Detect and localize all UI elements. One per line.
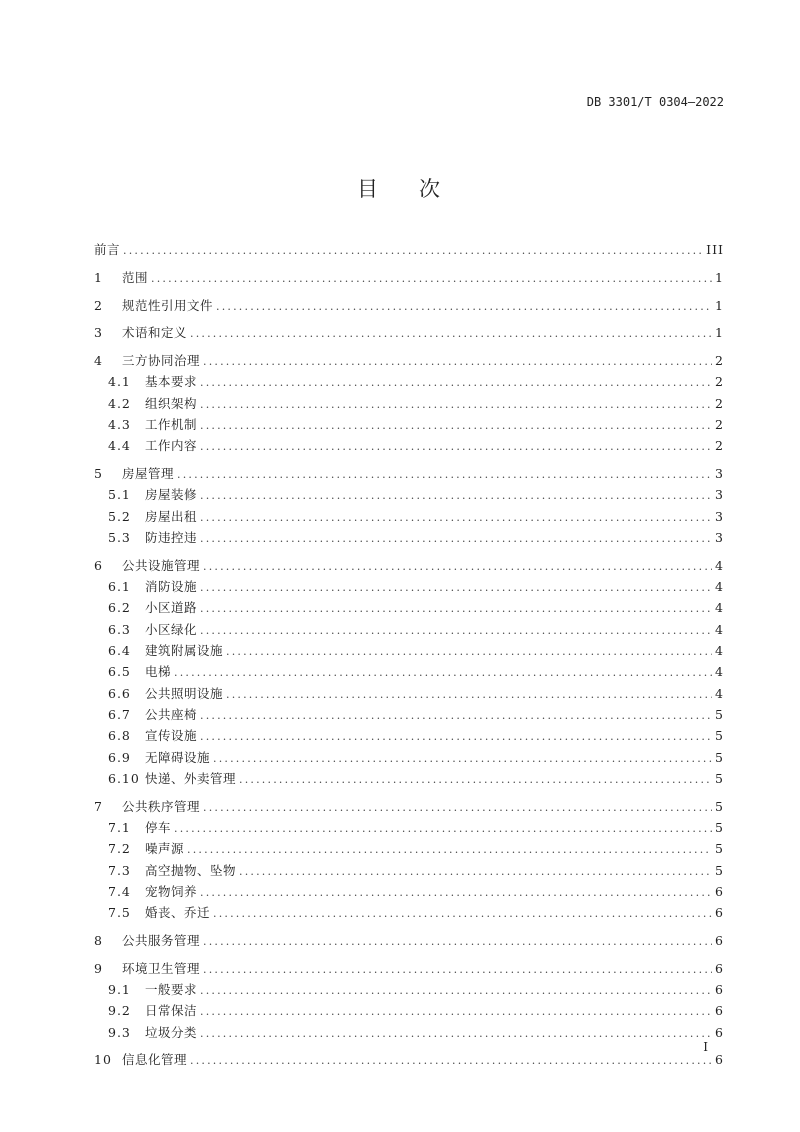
- toc-entry-page: 1: [715, 325, 724, 341]
- toc-entry[interactable]: [94, 641, 724, 662]
- toc-leader-dots: [200, 727, 712, 747]
- toc-entry[interactable]: [94, 839, 724, 860]
- toc-entry-page: 2: [715, 395, 724, 411]
- toc-entry-number: 6.3: [108, 621, 131, 637]
- toc-entry[interactable]: [94, 797, 724, 818]
- toc-entry-page: 3: [715, 466, 724, 482]
- toc-entry-title: 停车: [145, 819, 172, 835]
- toc-entry-number: 4.4: [108, 438, 131, 454]
- toc-leader-dots: [151, 269, 712, 289]
- toc-entry[interactable]: [94, 882, 724, 903]
- toc-entry-page: 4: [715, 685, 724, 701]
- toc-entry-title: 三方协同治理: [122, 353, 201, 369]
- toc-leader-dots: [174, 663, 712, 683]
- toc-entry[interactable]: [94, 818, 724, 839]
- toc-entry-page: 5: [715, 770, 724, 786]
- toc-leader-dots: [200, 981, 712, 1001]
- toc-entry-number: 1: [94, 269, 103, 285]
- toc-leader-dots: [226, 642, 712, 662]
- toc-leader-dots: [190, 1051, 712, 1071]
- toc-entry-number: 7.2: [108, 841, 131, 857]
- toc-entry-title: 工作机制: [145, 417, 198, 433]
- toc-entry[interactable]: [94, 1001, 724, 1022]
- document-code: DB 3301/T 0304—2022: [586, 95, 724, 109]
- toc-entry-page: 4: [715, 664, 724, 680]
- toc-entry-page: 6: [715, 932, 724, 948]
- toc-entry[interactable]: [94, 1023, 724, 1044]
- toc-leader-dots: [200, 416, 712, 436]
- toc-entry-number: 10: [94, 1052, 112, 1068]
- toc-leader-dots: [200, 883, 712, 903]
- toc-entry-title: 防违控违: [145, 530, 198, 546]
- toc-entry-title: 公共照明设施: [145, 685, 224, 701]
- toc-entry-number: 6.8: [108, 728, 131, 744]
- toc-entry-number: 4.2: [108, 395, 131, 411]
- toc-entry-number: 7.5: [108, 905, 131, 921]
- toc-entry-number: 7: [94, 798, 103, 814]
- toc-entry-number: 6.4: [108, 643, 131, 659]
- toc-entry-page: 4: [715, 600, 724, 616]
- toc-entry-page: 5: [715, 728, 724, 744]
- toc-entry[interactable]: [94, 268, 724, 289]
- toc-entry-page: 2: [715, 417, 724, 433]
- toc-entry[interactable]: [94, 464, 724, 485]
- toc-entry[interactable]: [94, 577, 724, 598]
- toc-entry[interactable]: [94, 415, 724, 436]
- toc-entry-title: 消防设施: [145, 579, 198, 595]
- toc-entry-page: 6: [715, 1052, 724, 1068]
- toc-leader-dots: [190, 324, 712, 344]
- toc-entry-title: 前言: [94, 242, 121, 257]
- toc-leader-dots: [200, 373, 712, 393]
- toc-leader-dots: [213, 749, 712, 769]
- toc-entry[interactable]: [94, 528, 724, 549]
- toc-entry[interactable]: [94, 436, 724, 457]
- toc-entry[interactable]: [94, 705, 724, 726]
- toc-entry-number: 5.3: [108, 530, 131, 546]
- toc-entry-title: 房屋管理: [122, 466, 175, 482]
- toc-entry-title: 电梯: [145, 664, 172, 680]
- toc-leader-dots: [174, 819, 712, 839]
- toc-entry-title: 一般要求: [145, 982, 198, 997]
- toc-leader-dots: [239, 770, 712, 790]
- toc-entry-number: 7.4: [108, 883, 131, 899]
- toc-entry[interactable]: [94, 598, 724, 619]
- toc-entry-page: 4: [715, 557, 724, 573]
- toc-leader-dots: [177, 465, 712, 485]
- toc-entry-number: 4: [94, 353, 103, 369]
- toc-entry-title: 建筑附属设施: [145, 643, 224, 659]
- toc-entry[interactable]: [94, 1050, 724, 1071]
- toc-entry-title: 婚丧、乔迁: [145, 905, 211, 921]
- page-number: I: [703, 1040, 708, 1054]
- toc-entry-page: 5: [715, 862, 724, 878]
- toc-leader-dots: [203, 960, 712, 980]
- toc-leader-dots: [216, 297, 712, 317]
- toc-entry-title: 房屋装修: [145, 487, 198, 503]
- toc-entry[interactable]: [94, 620, 724, 641]
- toc-entry[interactable]: [94, 394, 724, 415]
- toc-leader-dots: [200, 621, 712, 641]
- toc-entry-title: 噪声源: [145, 841, 185, 857]
- toc-leader-dots: [123, 241, 703, 261]
- toc-entry[interactable]: [94, 323, 724, 344]
- toc-entry-title: 垃圾分类: [145, 1024, 198, 1040]
- toc-entry[interactable]: [94, 861, 724, 882]
- toc-leader-dots: [203, 352, 712, 372]
- toc-leader-dots: [226, 685, 712, 705]
- toc-leader-dots: [200, 395, 712, 415]
- toc-entry[interactable]: [94, 556, 724, 577]
- toc-entry[interactable]: [94, 372, 724, 393]
- toc-leader-dots: [200, 486, 712, 506]
- toc-entry-page: 5: [715, 798, 724, 814]
- toc-entry[interactable]: [94, 959, 724, 980]
- toc-entry-title: 环境卫生管理: [122, 960, 201, 976]
- toc-entry-number: 7.3: [108, 862, 131, 878]
- toc-entry-page: III: [706, 242, 724, 257]
- toc-leader-dots: [200, 1002, 712, 1022]
- toc-leader-dots: [213, 904, 712, 924]
- toc-entry-title: 宠物饲养: [145, 883, 198, 899]
- toc-entry-page: 3: [715, 508, 724, 524]
- toc-entry-number: 6.5: [108, 664, 131, 680]
- toc-entry-page: 3: [715, 487, 724, 503]
- toc-entry-number: 8: [94, 932, 103, 948]
- toc-leader-dots: [200, 437, 712, 457]
- toc-entry-number: 6.6: [108, 685, 131, 701]
- toc-entry-number: 6.1: [108, 579, 131, 595]
- toc-entry-title: 公共座椅: [145, 706, 198, 722]
- toc-entry-title: 公共设施管理: [122, 557, 201, 573]
- page-title: [0, 173, 800, 203]
- toc-entry-title: 工作内容: [145, 438, 198, 454]
- toc-entry-page: 4: [715, 579, 724, 595]
- toc-entry-number: 5.2: [108, 508, 131, 524]
- page-title-left: 目: [357, 177, 381, 201]
- toc-entry-number: 6.9: [108, 749, 131, 765]
- toc-leader-dots: [200, 706, 712, 726]
- toc-entry[interactable]: [94, 240, 724, 261]
- toc-entry-page: 4: [715, 643, 724, 659]
- toc-entry-number: 7.1: [108, 819, 131, 835]
- toc-leader-dots: [203, 798, 712, 818]
- toc-entry-page: 1: [715, 269, 724, 285]
- toc-entry-page: 2: [715, 438, 724, 454]
- toc-entry[interactable]: [94, 296, 724, 317]
- toc-entry-page: 3: [715, 530, 724, 546]
- toc-entry-number: 6.10: [108, 770, 140, 786]
- toc-entry-page: 6: [715, 883, 724, 899]
- toc-leader-dots: [200, 508, 712, 528]
- toc-entry-page: 5: [715, 706, 724, 722]
- toc-entry[interactable]: [94, 507, 724, 528]
- toc-entry[interactable]: [94, 769, 724, 790]
- toc-entry-page: 5: [715, 841, 724, 857]
- toc-entry-number: 5.1: [108, 487, 131, 503]
- toc-entry-number: 2: [94, 297, 103, 313]
- toc-entry-title: 快递、外卖管理: [145, 770, 237, 786]
- toc-leader-dots: [200, 1024, 712, 1044]
- toc-entry-title: 规范性引用文件: [122, 297, 214, 313]
- toc-entry-title: 术语和定义: [122, 325, 188, 341]
- toc-entry-title: 公共服务管理: [122, 932, 201, 948]
- toc-entry-title: 宣传设施: [145, 728, 198, 744]
- toc-entry-page: 5: [715, 819, 724, 835]
- toc-entry[interactable]: [94, 748, 724, 769]
- toc-entry-title: 房屋出租: [145, 508, 198, 524]
- toc-entry-title: 基本要求: [145, 374, 198, 390]
- toc-entry-title: 小区绿化: [145, 621, 198, 637]
- toc-entry-page: 1: [715, 297, 724, 313]
- toc-entry-page: 6: [715, 960, 724, 976]
- toc-leader-dots: [200, 529, 712, 549]
- toc-entry-page: 6: [715, 905, 724, 921]
- toc-entry-number: 4.1: [108, 374, 131, 390]
- toc-leader-dots: [200, 578, 712, 598]
- toc-entry-page: 6: [715, 1003, 724, 1019]
- toc-entry[interactable]: [94, 726, 724, 747]
- toc-entry-number: 6.7: [108, 706, 131, 722]
- toc-entry-number: 9.1: [108, 982, 131, 997]
- toc-entry-title: 无障碍设施: [145, 749, 211, 765]
- toc-entry-title: 公共秩序管理: [122, 798, 201, 814]
- toc-leader-dots: [239, 862, 712, 882]
- toc-entry[interactable]: [94, 980, 724, 1001]
- toc-entry-title: 日常保洁: [145, 1003, 198, 1019]
- toc-leader-dots: [203, 932, 712, 952]
- toc-entry-page: 6: [715, 1024, 724, 1040]
- toc-entry-title: 高空抛物、坠物: [145, 862, 237, 878]
- toc-entry[interactable]: [94, 931, 724, 952]
- toc-entry[interactable]: [94, 662, 724, 683]
- toc-entry-number: 4.3: [108, 417, 131, 433]
- toc-entry-number: 6: [94, 557, 103, 573]
- toc-entry[interactable]: [94, 485, 724, 506]
- toc-entry-page: 4: [715, 621, 724, 637]
- toc-entry-page: 2: [715, 374, 724, 390]
- page-title-right: 次: [419, 177, 443, 201]
- toc-entry-title: 小区道路: [145, 600, 198, 616]
- toc-leader-dots: [187, 840, 712, 860]
- toc-leader-dots: [200, 599, 712, 619]
- toc-entry-page: 2: [715, 353, 724, 369]
- toc-entry-title: 组织架构: [145, 395, 198, 411]
- toc-entry-number: 5: [94, 466, 103, 482]
- toc-entry[interactable]: [94, 351, 724, 372]
- toc-entry[interactable]: [94, 684, 724, 705]
- toc-entry-number: 3: [94, 325, 103, 341]
- toc-entry-page: 6: [715, 982, 724, 997]
- toc-entry-page: 5: [715, 749, 724, 765]
- toc-entry-number: 9: [94, 960, 103, 976]
- toc-entry-number: 9.2: [108, 1003, 131, 1019]
- toc-entry-title: 范围: [122, 269, 149, 285]
- toc-leader-dots: [203, 557, 712, 577]
- toc-entry[interactable]: [94, 903, 724, 924]
- toc-entry-number: 6.2: [108, 600, 131, 616]
- toc-entry-number: 9.3: [108, 1024, 131, 1040]
- table-of-contents: [94, 240, 724, 1072]
- toc-entry-title: 信息化管理: [122, 1052, 188, 1068]
